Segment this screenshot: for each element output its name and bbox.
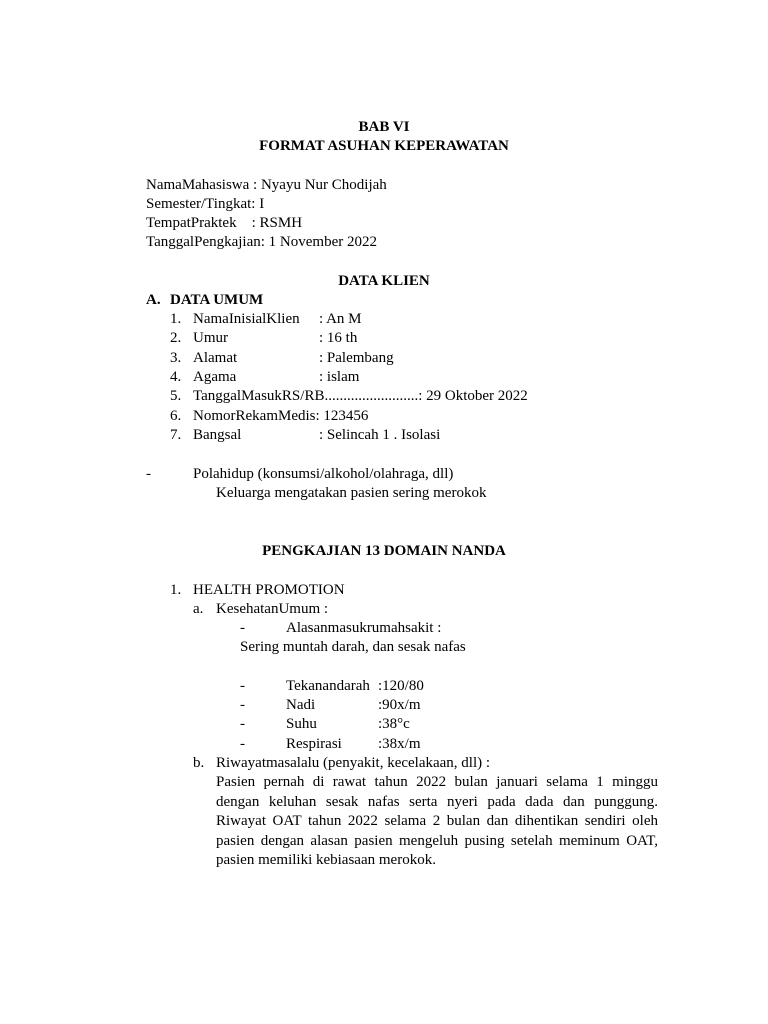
section-a-title: DATA UMUM <box>170 292 264 308</box>
list-item-number: 1. <box>170 311 182 327</box>
past-history-title: Riwayatmasalalu (penyakit, kecelakaan, dll) : <box>216 755 491 771</box>
list-item-value: : Palembang <box>319 350 394 366</box>
general-health-title: KesehatanUmum : <box>216 601 329 617</box>
vital-dash: - <box>240 716 245 732</box>
list-item-number: 4. <box>170 369 182 385</box>
lifestyle-value: Keluarga mengatakan pasien sering merokok <box>216 485 487 501</box>
vital-value: :38°c <box>378 716 410 732</box>
list-item-label: Agama <box>193 369 237 385</box>
chapter-heading: BAB VI <box>358 119 410 135</box>
reason-dash: - <box>240 620 245 636</box>
health-promotion-title: HEALTH PROMOTION <box>193 582 345 598</box>
health-promotion-number: 1. <box>170 582 182 598</box>
vital-dash: - <box>240 678 245 694</box>
vital-value: :120/80 <box>378 678 424 694</box>
vital-dash: - <box>240 697 245 713</box>
document-title: FORMAT ASUHAN KEPERAWATAN <box>259 138 509 154</box>
pengkajian-heading: PENGKAJIAN 13 DOMAIN NANDA <box>262 543 506 559</box>
list-item-number: 6. <box>170 408 182 424</box>
assessment-date: TanggalPengkajian: 1 November 2022 <box>146 234 377 250</box>
list-item-text: TanggalMasukRS/RB.........................: 29 Oktober 2022 <box>193 388 528 404</box>
vital-label: Suhu <box>286 716 317 732</box>
list-item-number: 5. <box>170 388 182 404</box>
list-item-label: NamaInisialKlien <box>193 311 300 327</box>
list-item-number: 3. <box>170 350 182 366</box>
vital-label: Respirasi <box>286 736 342 752</box>
subsection-b-marker: b. <box>193 755 205 771</box>
list-item-number: 7. <box>170 427 182 443</box>
list-item-label: Alamat <box>193 350 238 366</box>
list-item-value: : An M <box>319 311 362 327</box>
admission-reason-value: Sering muntah darah, dan sesak nafas <box>240 639 466 655</box>
vital-label: Tekanandarah <box>286 678 370 694</box>
admission-reason-label: Alasanmasukrumahsakit : <box>286 620 442 636</box>
list-item-value: : 16 th <box>319 330 358 346</box>
vital-value: :90x/m <box>378 697 421 713</box>
subsection-a-marker: a. <box>193 601 204 617</box>
data-klien-heading: DATA KLIEN <box>338 273 430 289</box>
list-item-value: : islam <box>319 369 360 385</box>
list-item-value: : Selincah 1 . Isolasi <box>319 427 441 443</box>
past-history-paragraph: Pasien pernah di rawat tahun 2022 bulan januari selama 1 minggu dengan keluhan sesak nafas serta nyeri pada dada dan punggung. Riwayat OAT tahun 2022 selama 2 bulan dan dihentikan sendiri oleh pasien dengan alasan pasien mengeluh pusing setelah meminum OAT, pasien memiliki kebiasaan merokok. <box>216 774 658 868</box>
vital-label: Nadi <box>286 697 316 713</box>
vital-dash: - <box>240 736 245 752</box>
student-semester: Semester/Tingkat: I <box>146 196 265 212</box>
vital-value: :38x/m <box>378 736 421 752</box>
list-item-text: NomorRekamMedis: 123456 <box>193 408 369 424</box>
lifestyle-dash: - <box>146 466 151 482</box>
lifestyle-label: Polahidup (konsumsi/alkohol/olahraga, dll) <box>193 466 454 482</box>
practice-place: TempatPraktek : RSMH <box>146 215 303 231</box>
list-item-number: 2. <box>170 330 182 346</box>
list-item-label: Bangsal <box>193 427 242 443</box>
list-item-label: Umur <box>193 330 228 346</box>
student-name: NamaMahasiswa : Nyayu Nur Chodijah <box>146 177 387 193</box>
section-a-marker: A. <box>146 292 161 308</box>
